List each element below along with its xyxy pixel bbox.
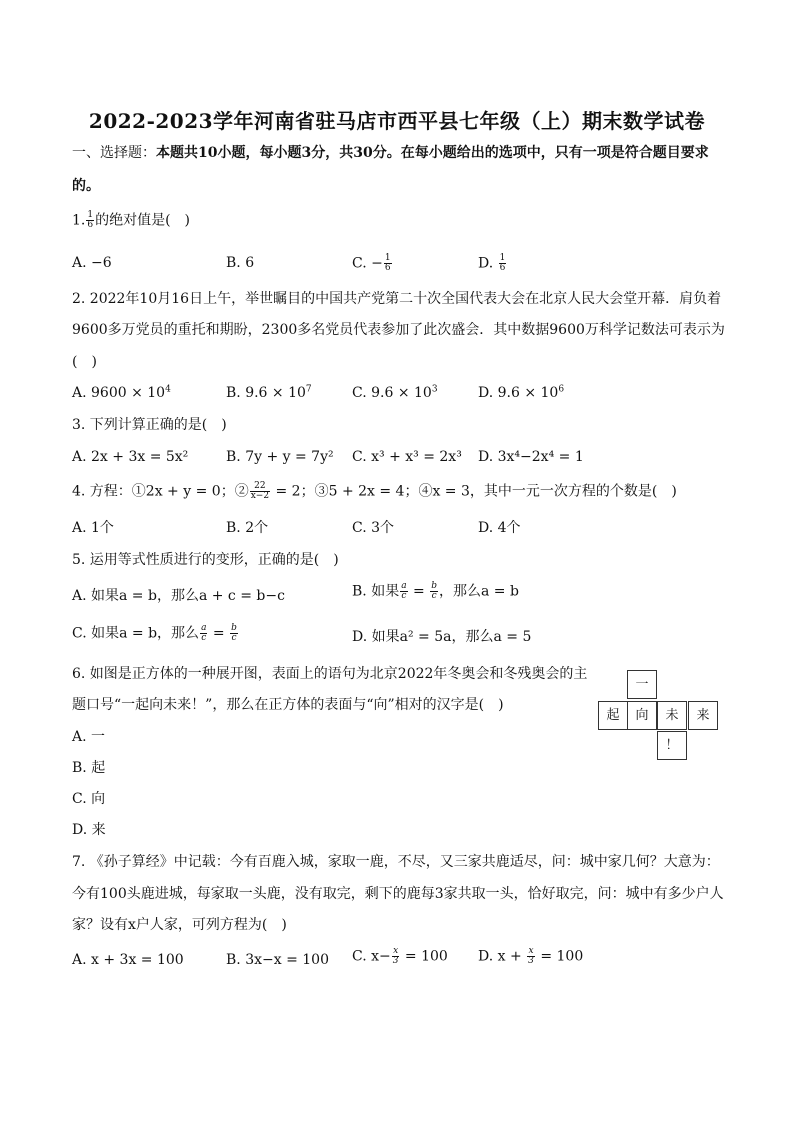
fraction bbox=[250, 482, 270, 501]
fraction-b-over-c: $\frac{b}{c}$ bbox=[231, 623, 237, 643]
net-cell-qi: 起 bbox=[598, 701, 628, 730]
option-label: B. 9.6 × 10 bbox=[226, 385, 306, 401]
section-label: 一、选择题： bbox=[72, 145, 156, 161]
frac-den: x−2 bbox=[250, 491, 270, 501]
q6-option-c: C. 向 bbox=[72, 791, 106, 807]
fraction-one-sixth bbox=[86, 211, 94, 230]
q3-option-b: B. 7y + y = 7y² bbox=[226, 449, 334, 465]
section-heading-cont: 的。 bbox=[72, 178, 100, 194]
question-6-line-1: 6. 如图是正方体的一种展开图，表面上的语句为北京2022年冬奥会和冬残奥会的主 bbox=[72, 666, 588, 682]
frac-den: 3 bbox=[528, 956, 534, 966]
option-label: C. 9.6 × 10 bbox=[352, 385, 432, 401]
question-text: 4. 方程：①2x + y = 0；② bbox=[72, 483, 249, 500]
fraction bbox=[384, 254, 392, 273]
fraction-a-over-c: $\frac{a}{c}$ bbox=[401, 581, 407, 601]
net-cell-xiang: 向 bbox=[627, 701, 657, 730]
question-7-line-1: 7. 《孙子算经》中记载：今有百鹿入城，家取一鹿，不尽，又三家共鹿适尽，问：城中家几何？大意为： bbox=[72, 854, 720, 870]
question-2-line-1: 2. 2022年10月16日上午，举世瞩目的中国共产党第二十次全国代表大会在北京人民大会堂开幕．肩负着 bbox=[72, 291, 722, 307]
fraction-x-over-3 bbox=[392, 947, 400, 966]
option-text: ，那么a = b bbox=[438, 583, 519, 600]
question-1-stem bbox=[72, 211, 190, 230]
q1-option-d bbox=[478, 254, 507, 273]
q1-option-b: B. 6 bbox=[226, 255, 255, 271]
q7-option-a: A. x + 3x = 100 bbox=[72, 952, 184, 968]
option-text: = 100 bbox=[535, 948, 584, 965]
q1-option-a: A. −6 bbox=[72, 255, 112, 271]
option-label: C. x− bbox=[352, 948, 391, 965]
q4-option-c: C. 3个 bbox=[352, 520, 395, 536]
q3-option-a: A. 2x + 3x = 5x² bbox=[72, 449, 189, 465]
q6-option-a: A. 一 bbox=[72, 729, 106, 745]
frac-num: 1 bbox=[87, 210, 94, 220]
option-label: D. bbox=[478, 255, 498, 272]
frac-num: x bbox=[528, 946, 534, 956]
q5-option-d: D. 如果a² = 5a，那么a = 5 bbox=[352, 629, 532, 645]
q2-option-b bbox=[226, 384, 312, 402]
exponent: 7 bbox=[305, 384, 312, 395]
q5-option-c: C. 如果a = b，那么 $\frac{a}{c}$ = $\frac{b}{c}$ bbox=[72, 623, 237, 643]
q2-option-c bbox=[352, 384, 438, 402]
question-2-line-3: ( ) bbox=[72, 354, 97, 370]
question-6-line-2: 题口号“一起向未来！”，那么在正方体的表面与“向”相对的汉字是( ) bbox=[72, 697, 504, 713]
fraction-x-over-3 bbox=[527, 947, 535, 966]
question-text: 的绝对值是( ) bbox=[95, 212, 191, 229]
question-text-cont: = 2；③5 + 2x = 4；④x = 3，其中一元一次方程的个数是( ) bbox=[271, 483, 677, 500]
option-text: = 100 bbox=[400, 948, 448, 965]
q4-option-d: D. 4个 bbox=[478, 520, 521, 536]
question-number: 1. bbox=[72, 212, 86, 229]
option-label: A. 9600 × 10 bbox=[72, 385, 166, 401]
option-label: D. x + bbox=[478, 948, 527, 965]
net-cell-wei: 未 bbox=[657, 701, 687, 730]
fraction bbox=[499, 254, 507, 273]
q6-option-d: D. 来 bbox=[72, 822, 106, 838]
q5-option-b: B. 如果 $\frac{a}{c}$ = $\frac{b}{c}$ ，那么a = b bbox=[352, 581, 519, 601]
q2-option-d bbox=[478, 384, 564, 402]
exam-title: 2022-2023学年河南省驻马店市西平县七年级（上）期末数学试卷 bbox=[88, 109, 706, 133]
q6-option-b: B. 起 bbox=[72, 760, 106, 776]
q4-option-b: B. 2个 bbox=[226, 520, 269, 536]
frac-num: 1 bbox=[384, 253, 391, 263]
section-instructions: 本题共10小题，每小题3分，共30分。在每小题给出的选项中，只有一项是符合题目要求 bbox=[156, 145, 709, 161]
option-label: D. 9.6 × 10 bbox=[478, 385, 559, 401]
frac-num: 22 bbox=[250, 482, 270, 492]
frac-den: 3 bbox=[392, 956, 399, 966]
exponent: 4 bbox=[165, 384, 171, 395]
fraction-b-over-c: $\frac{b}{c}$ bbox=[431, 581, 437, 601]
q7-option-c bbox=[352, 947, 448, 966]
option-label: B. 如果 bbox=[352, 583, 400, 600]
question-4-stem bbox=[72, 482, 677, 501]
frac-num: x bbox=[393, 946, 399, 956]
frac-den: 6 bbox=[87, 220, 94, 230]
question-3-stem: 3. 下列计算正确的是( ) bbox=[72, 417, 227, 433]
exponent: 3 bbox=[431, 384, 438, 395]
section-heading bbox=[72, 144, 709, 162]
fraction-a-over-c: $\frac{a}{c}$ bbox=[201, 623, 207, 643]
q1-option-c bbox=[352, 254, 393, 273]
q2-option-a bbox=[72, 384, 171, 402]
q3-option-c: C. x³ + x³ = 2x³ bbox=[352, 449, 462, 465]
net-cell-yi: 一 bbox=[627, 670, 657, 699]
q3-option-d: D. 3x⁴−2x⁴ = 1 bbox=[478, 449, 584, 465]
q7-option-d bbox=[478, 947, 583, 966]
net-cell-exclaim: ！ bbox=[657, 731, 687, 760]
question-7-line-2: 今有100头鹿进城，每家取一头鹿，没有取完，剩下的鹿每3家共取一头，恰好取完，问：城中有多少户人 bbox=[72, 886, 724, 902]
option-label: C. 如果a = b，那么 bbox=[72, 625, 200, 642]
question-2-line-2: 9600多万党员的重托和期盼，2300多名党员代表参加了此次盛会．其中数据9600万科学记数法可表示为 bbox=[72, 322, 725, 338]
question-7-line-3: 家？设有x户人家，可列方程为( ) bbox=[72, 917, 287, 933]
frac-den: 6 bbox=[384, 263, 391, 273]
frac-num: 1 bbox=[499, 253, 506, 263]
option-label: C. − bbox=[352, 255, 383, 272]
q5-option-a: A. 如果a = b，那么a + c = b−c bbox=[72, 588, 285, 604]
net-cell-lai: 来 bbox=[688, 701, 718, 730]
q7-option-b: B. 3x−x = 100 bbox=[226, 952, 329, 968]
frac-den: 6 bbox=[499, 263, 506, 273]
exponent: 6 bbox=[558, 384, 565, 395]
question-5-stem: 5. 运用等式性质进行的变形，正确的是( ) bbox=[72, 552, 339, 568]
cube-net-figure bbox=[598, 670, 722, 762]
q4-option-a: A. 1个 bbox=[72, 520, 114, 536]
